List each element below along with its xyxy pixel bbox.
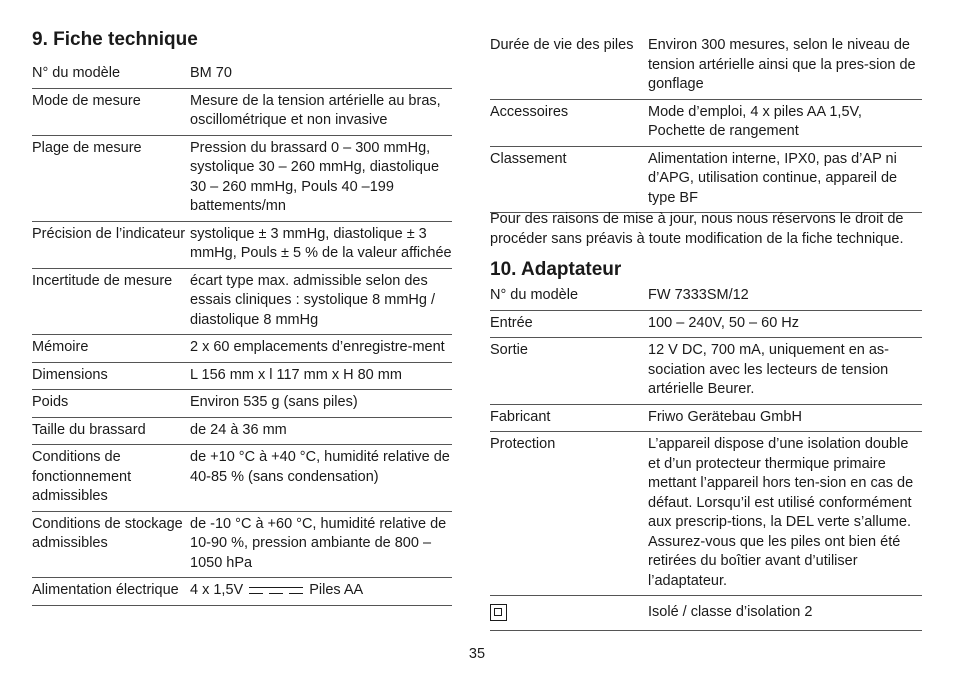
spec-value: Isolé / classe d’isolation 2 bbox=[648, 596, 922, 631]
spec-key: Taille du brassard bbox=[32, 417, 190, 445]
spec-key: Mode de mesure bbox=[32, 88, 190, 135]
spec-value: Environ 300 mesures, selon le niveau de tension artérielle ainsi que la pres-sion de gonflage bbox=[648, 33, 922, 99]
spec-value: FW 7333SM/12 bbox=[648, 283, 922, 310]
spec-row bbox=[32, 335, 452, 363]
spec-key: Entrée bbox=[490, 310, 648, 338]
spec-key: Conditions de fonctionnement admissibles bbox=[32, 445, 190, 512]
spec-value: 2 x 60 emplacements d’enregistre-ment bbox=[190, 335, 452, 363]
spec-key bbox=[490, 596, 648, 631]
spec-row bbox=[32, 362, 452, 390]
spec-row-class2 bbox=[490, 596, 922, 631]
spec-key: Incertitude de mesure bbox=[32, 268, 190, 335]
spec-value: BM 70 bbox=[190, 61, 452, 88]
power-suffix: Piles AA bbox=[309, 582, 364, 598]
spec-value: Environ 535 g (sans piles) bbox=[190, 390, 452, 418]
power-prefix: 4 x 1,5V bbox=[190, 582, 244, 598]
page-number: 35 bbox=[468, 646, 486, 662]
spec-value: L’appareil dispose d’une isolation double et d’un protecteur thermique primaire mettant l’appareil hors ten-sion en cas de défaut. Lorsqu’il est utilisé conformément aux prescrip-tions, la DEL verte s’allume. Assurez-vous que les piles ont bien été retirées du boîtier avant d’utiliser l’adaptateur. bbox=[648, 432, 922, 596]
spec-key: Mémoire bbox=[32, 335, 190, 363]
spec-value: de +10 °C à +40 °C, humidité relative de 40-85 % (sans condensation) bbox=[190, 445, 452, 512]
spec-row bbox=[490, 146, 922, 213]
class-2-insulation-icon bbox=[490, 604, 507, 621]
spec-row bbox=[32, 135, 452, 221]
spec-value: systolique ± 3 mmHg, diastolique ± 3 mmHg, Pouls ± 5 % de la valeur affichée bbox=[190, 221, 452, 268]
spec-row bbox=[32, 268, 452, 335]
spec-key: N° du modèle bbox=[32, 61, 190, 88]
spec-key: Précision de l’indicateur bbox=[32, 221, 190, 268]
technical-spec-table-continued bbox=[490, 33, 922, 213]
spec-row bbox=[32, 445, 452, 512]
adapter-row bbox=[490, 432, 922, 596]
spec-row bbox=[490, 33, 922, 99]
spec-value: Alimentation interne, IPX0, pas d’AP ni d’APG, utilisation continue, appareil de type BF bbox=[648, 146, 922, 213]
spec-row bbox=[32, 88, 452, 135]
spec-key: Fabricant bbox=[490, 404, 648, 432]
spec-value: Mesure de la tension artérielle au bras, oscillométrique et non invasive bbox=[190, 88, 452, 135]
adapter-row bbox=[490, 404, 922, 432]
spec-row bbox=[32, 511, 452, 578]
adapter-spec-table bbox=[490, 283, 922, 631]
spec-value: de 24 à 36 mm bbox=[190, 417, 452, 445]
spec-value: de -10 °C à +60 °C, humidité relative de 10-90 %, pression ambiante de 800 –1050 hPa bbox=[190, 511, 452, 578]
spec-row bbox=[32, 417, 452, 445]
spec-value: L 156 mm x l 117 mm x H 80 mm bbox=[190, 362, 452, 390]
adapter-row bbox=[490, 283, 922, 310]
adapter-row bbox=[490, 338, 922, 405]
spec-value: Mode d’emploi, 4 x piles AA 1,5V, Pochette de rangement bbox=[648, 99, 922, 146]
technical-spec-table bbox=[32, 61, 452, 606]
dc-current-symbol-icon bbox=[247, 584, 305, 596]
spec-row bbox=[490, 99, 922, 146]
spec-value: Pression du brassard 0 – 300 mmHg, systolique 30 – 260 mmHg, diastolique 30 – 260 mmHg, Pouls 40 –199 battements/mn bbox=[190, 135, 452, 221]
spec-value: 100 – 240V, 50 – 60 Hz bbox=[648, 310, 922, 338]
spec-key: Sortie bbox=[490, 338, 648, 405]
spec-key: Alimentation électrique bbox=[32, 578, 190, 606]
spec-key: Protection bbox=[490, 432, 648, 596]
section-title-technical-sheet: 9. Fiche technique bbox=[32, 29, 198, 50]
adapter-row bbox=[490, 310, 922, 338]
spec-row bbox=[32, 390, 452, 418]
spec-key: Accessoires bbox=[490, 99, 648, 146]
spec-value bbox=[190, 578, 452, 606]
spec-key: N° du modèle bbox=[490, 283, 648, 310]
spec-key: Poids bbox=[32, 390, 190, 418]
section-title-adapter: 10. Adaptateur bbox=[490, 259, 622, 280]
spec-key: Dimensions bbox=[32, 362, 190, 390]
spec-row bbox=[32, 61, 452, 88]
spec-key: Classement bbox=[490, 146, 648, 213]
spec-key: Durée de vie des piles bbox=[490, 33, 648, 99]
spec-row bbox=[32, 221, 452, 268]
spec-value: Friwo Gerätebau GmbH bbox=[648, 404, 922, 432]
spec-row-power bbox=[32, 578, 452, 606]
update-notice: Pour des raisons de mise à jour, nous nous réservons le droit de procéder sans préavis à toute modification de la fiche technique. bbox=[490, 211, 904, 247]
spec-key: Conditions de stockage admissibles bbox=[32, 511, 190, 578]
spec-key: Plage de mesure bbox=[32, 135, 190, 221]
spec-value: écart type max. admissible selon des essais cliniques : systolique 8 mmHg / diastolique 8 mmHg bbox=[190, 268, 452, 335]
spec-value: 12 V DC, 700 mA, uniquement en as-sociation avec les lecteurs de tension artérielle Beurer. bbox=[648, 338, 922, 405]
